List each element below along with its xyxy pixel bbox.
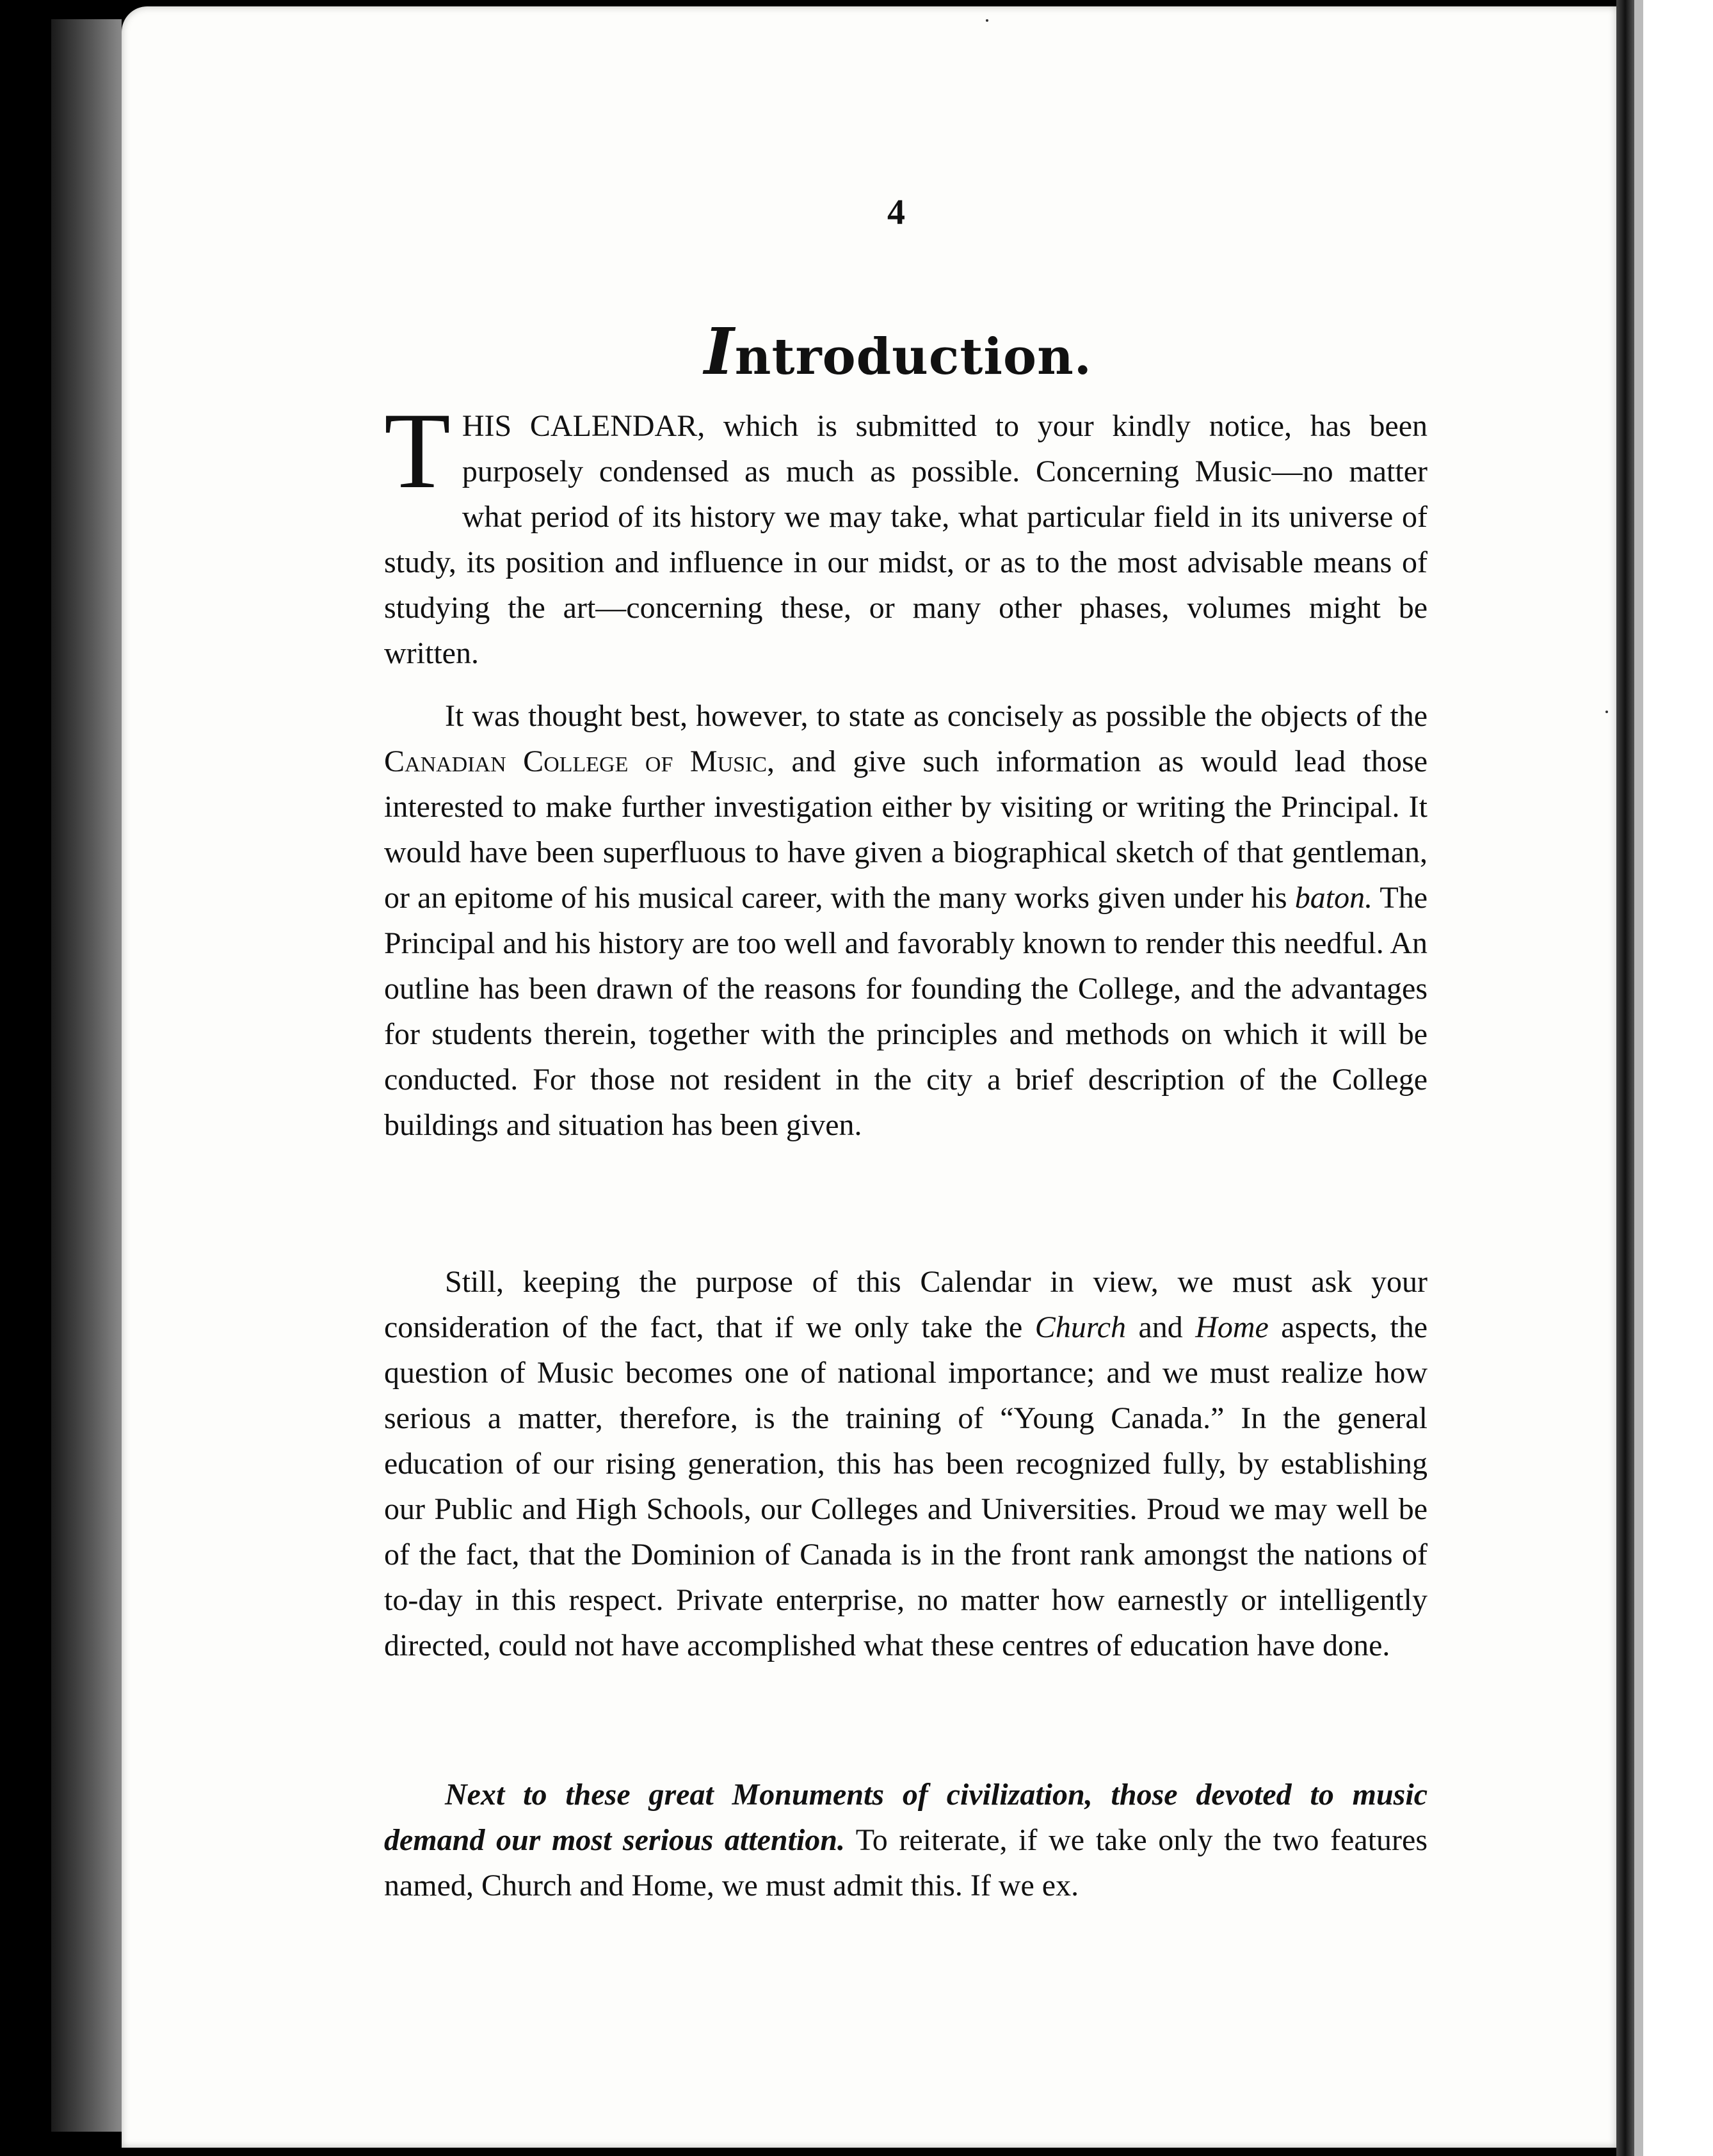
paragraph-3-text-b: aspects, the question of Music becomes one of national importance; and we must realize how serious a matter, therefore, is the training of “Young Canada.” In the general education of our rising generation, this has been recognized fully, by establishing our Public and High Schools, our Colleges and Universities. Proud we may well be of the fact, that the Dominion of Canada is in the front rank amongst the nations of to-day in this respect. Private enterprise, no matter how earnestly or intelligently directed, could not have accomplished what these centres of education have done. bbox=[384, 1310, 1428, 1662]
paragraph-2-text-c: The Principal and his history are too well and favorably known to render this needful. An outline has been drawn of the reasons for founding the College, and the advantages for students therein, together with the principles and methods on which it will be conducted. For those not resident in the city a brief description of the College buildings and situation has been given. bbox=[384, 881, 1428, 1142]
binding-shadow bbox=[1616, 0, 1634, 2156]
college-name: Canadian College of Music bbox=[384, 744, 768, 778]
print-speck bbox=[986, 19, 988, 22]
paragraph-3-text-a: Still, keeping the purpose of this Calendar in view, we must ask your consideration of the fact, that if we only take the bbox=[384, 1265, 1428, 1344]
paragraph-4-italic-lead: Next to these great Monuments of civilization, those devoted to music demand our most serious attention. bbox=[384, 1778, 1428, 1857]
section-heading bbox=[704, 314, 1092, 389]
paragraph-1-lead: HIS CALENDAR, bbox=[462, 409, 705, 443]
baton-italic: baton. bbox=[1294, 881, 1373, 915]
paragraph-2 bbox=[384, 693, 1428, 1148]
paragraph-1 bbox=[384, 390, 1428, 676]
paragraph-1-text: which is submitted to your kindly notice, has been purposely condensed as much as possible. Concerning Music—no matter what period of its history we may take, what particular field in its universe of study, its position and influence in our midst, or as to the most advisable means of studying the art—concerning these, or many other phases, volumes might be written. bbox=[384, 409, 1428, 670]
home-italic: Home bbox=[1195, 1310, 1269, 1344]
paragraph-4-text: To reiterate, if we take only the two features named, Church and Home, we must admit this. If we ex. bbox=[384, 1823, 1428, 1903]
paragraph-2-text-b: , and give such information as would lead those interested to make further investigation either by visiting or writing the Principal. It would have been superfluous to have given a biographical sketch of that gentleman, or an epitome of his musical career, with the many works given under his bbox=[384, 744, 1428, 915]
paragraph-4 bbox=[384, 1772, 1428, 1908]
heading-rest: ntroduction. bbox=[734, 328, 1092, 386]
page-left-edge-shadow bbox=[51, 19, 122, 2132]
church-italic: Church bbox=[1034, 1310, 1127, 1344]
paragraph-2-text-a: It was thought best, however, to state as concisely as possible the objects of the bbox=[445, 699, 1428, 733]
page-number: 4 bbox=[887, 193, 905, 232]
print-speck bbox=[1605, 711, 1608, 713]
drop-cap: T bbox=[384, 390, 451, 511]
paragraph-3-and: and bbox=[1126, 1310, 1196, 1344]
paragraph-3 bbox=[384, 1259, 1428, 1668]
binding-highlight bbox=[1634, 0, 1643, 2156]
right-page-edge bbox=[1616, 0, 1713, 2156]
heading-ornate-initial: I bbox=[704, 314, 735, 389]
